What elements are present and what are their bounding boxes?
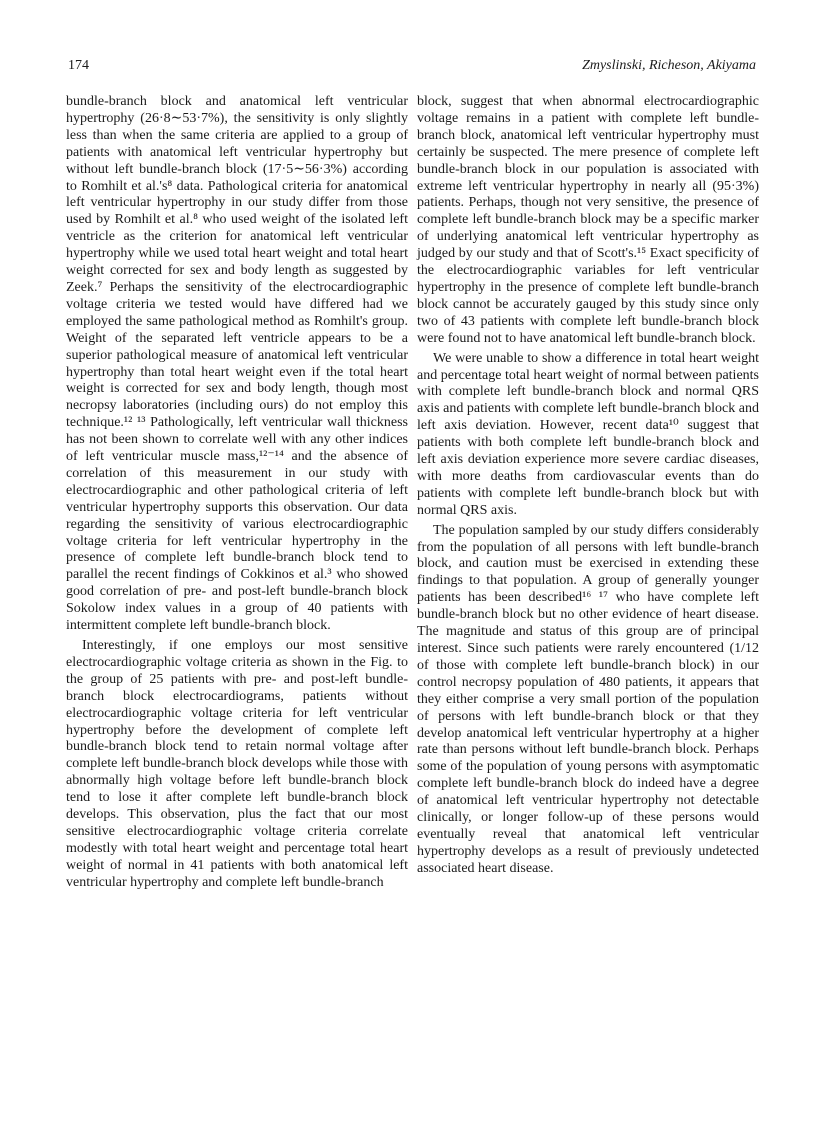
page-number: 174 — [68, 58, 89, 73]
right-paragraph-3: The population sampled by our study differs considerably from the population of all persons with left bundle-branch block, and caution must be exercised in extending these findings to that population. A group of generally younger patients has been described¹⁶ ¹⁷ who have complete left bundle-branch block but no other evidence of heart disease. The magnitude and status of this group are of principal interest. Since such patients were rarely encountered (1/12 of those with complete left bundle-branch block) in our control necropsy population of 480 patients, it appears that they either comprise a very small portion of the population of persons with left bundle-branch block or that they develop anatomical left ventricular hypertrophy at a higher rate than persons without left bundle-branch block. Perhaps some of the population of young persons with asymptomatic complete left bundle-branch block do indeed have a degree of anatomical left ventricular hypertrophy not detectable clinically, or longer follow-up of these persons would eventually reveal that anatomical left ventricular hypertrophy develops as a result of previously undetected associated heart disease. — [417, 522, 759, 876]
left-paragraph-1: bundle-branch block and anatomical left ventricular hypertrophy (26·8∼53·7%), the sensitivity is only slightly less than when the same criteria are applied to a group of patients with anatomical left ventricular hypertrophy but without left bundle-branch block (17·5∼56·3%) according to Romhilt et al.'s⁸ data. Pathological criteria for anatomical left ventricular hypertrophy in our study differ from those used by Romhilt et al.⁸ who used weight of the isolated left ventricle as the criterion for anatomical left ventricular hypertrophy while we used total heart weight and total heart weight corrected for sex and body length as suggested by Zeek.⁷ Perhaps the sensitivity of the electrocardiographic voltage criteria we tested would have differed had we employed the same pathological method as Romhilt's group. Weight of the separated left ventricle appears to be a superior pathological measure of anatomical left ventricular hypertrophy than total heart weight even if the total heart weight is corrected for sex and body length, though most necropsy laboratories (including ours) do not employ this technique.¹² ¹³ Pathologically, left ventricular wall thickness has not been shown to correlate well with any other indices of left ventricular muscle mass,¹²⁻¹⁴ and the absence of correlation of this measurement in our study with electrocardiographic and other pathological criteria of left ventricular hypertrophy supports this observation. Our data regarding the sensitivity of various electrocardiographic voltage criteria for left ventricular hypertrophy in the presence of complete left bundle-branch block tend to parallel the recent findings of Cokkinos et al.³ who showed good correlation of pre- and post-left bundle-branch block Sokolow index values in a group of 40 patients with intermittent complete left bundle-branch block. — [66, 94, 408, 634]
running-head-authors: Zmyslinski, Richeson, Akiyama — [582, 58, 756, 73]
left-column — [66, 94, 408, 892]
right-column — [417, 94, 759, 878]
right-paragraph-2: We were unable to show a difference in total heart weight and percentage total heart weight of normal between patients with complete left bundle-branch block and normal QRS axis and patients with complete left bundle-branch block and left axis deviation. However, recent data¹⁰ suggest that patients with both complete left bundle-branch block and left axis deviation experience more severe cardiac diseases, with more deaths from cardiovascular events than do patients with complete left bundle-branch block but with normal QRS axis. — [417, 350, 759, 518]
right-paragraph-1: block, suggest that when abnormal electrocardiographic voltage remains in a patient with complete left bundle-branch block, anatomical left ventricular hypertrophy must certainly be suspected. The mere presence of complete left bundle-branch block in our population is associated with extreme left ventricular hypertrophy in nearly all (95·3%) patients. Perhaps, though not very sensitive, the presence of complete left bundle-branch block may be a specific marker of underlying anatomical left ventricular hypertrophy as judged by our study and that of Scott's.¹⁵ Exact specificity of the electrocardiographic variables for left ventricular hypertrophy in the presence of complete left bundle-branch block cannot be accurately gauged by this study since only two of 43 patients with complete left bundle-branch block were found not to have anatomical left bundle-branch block. — [417, 94, 759, 346]
left-paragraph-2: Interestingly, if one employs our most sensitive electrocardiographic voltage criteria as shown in the Fig. to the group of 25 patients with pre- and post-left bundle-branch block electrocardiograms, patients without electrocardiographic voltage criteria for left ventricular hypertrophy before the development of complete left bundle-branch block tend to retain normal voltage after complete left bundle-branch block develops while those with abnormally high voltage before left bundle-branch block tend to lose it after complete left bundle-branch block develops. This observation, plus the fact that our most sensitive electrocardiographic voltage criteria correlate modestly with total heart weight and percentage total heart weight of normal in 41 patients with both anatomical left ventricular hypertrophy and complete left bundle-branch — [66, 638, 408, 890]
